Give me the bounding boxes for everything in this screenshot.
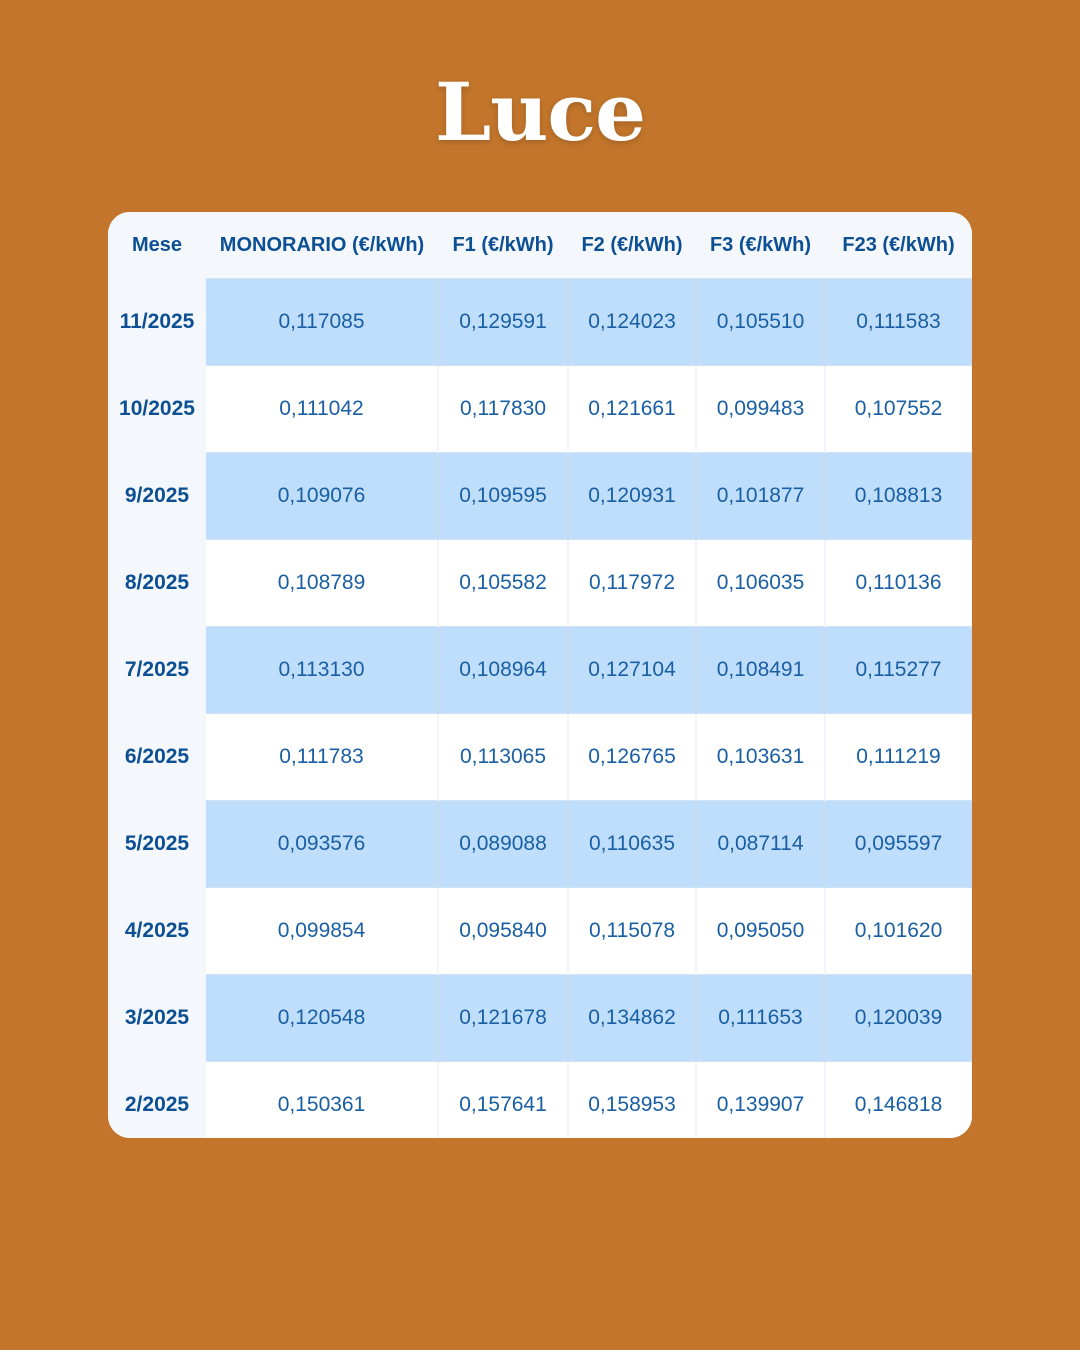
cell-monorario: 0,108789	[206, 540, 438, 627]
table-body	[108, 279, 972, 1139]
table-row	[108, 366, 972, 453]
cell-f23: 0,115277	[825, 627, 972, 714]
cell-f23: 0,101620	[825, 888, 972, 975]
cell-f3: 0,139907	[696, 1062, 825, 1139]
cell-f2: 0,126765	[568, 714, 696, 801]
cell-f23: 0,108813	[825, 453, 972, 540]
cell-f1: 0,105582	[438, 540, 568, 627]
cell-f2: 0,124023	[568, 279, 696, 366]
cell-f23: 0,111219	[825, 714, 972, 801]
cell-f23: 0,107552	[825, 366, 972, 453]
cell-f1: 0,089088	[438, 801, 568, 888]
column-header-f2: F2 (€/kWh)	[568, 212, 696, 279]
cell-f1: 0,095840	[438, 888, 568, 975]
cell-f2: 0,117972	[568, 540, 696, 627]
cell-f3: 0,108491	[696, 627, 825, 714]
cell-mese: 9/2025	[108, 453, 206, 540]
cell-monorario: 0,111042	[206, 366, 438, 453]
cell-f2: 0,120931	[568, 453, 696, 540]
column-header-f1: F1 (€/kWh)	[438, 212, 568, 279]
cell-monorario: 0,093576	[206, 801, 438, 888]
cell-f1: 0,113065	[438, 714, 568, 801]
cell-mese: 7/2025	[108, 627, 206, 714]
cell-f2: 0,134862	[568, 975, 696, 1062]
cell-f2: 0,115078	[568, 888, 696, 975]
cell-f2: 0,127104	[568, 627, 696, 714]
cell-f1: 0,109595	[438, 453, 568, 540]
cell-monorario: 0,120548	[206, 975, 438, 1062]
cell-f2: 0,110635	[568, 801, 696, 888]
cell-mese: 11/2025	[108, 279, 206, 366]
cell-f3: 0,087114	[696, 801, 825, 888]
column-header-monorario: MONORARIO (€/kWh)	[206, 212, 438, 279]
page-title: Luce	[434, 65, 646, 159]
table-row	[108, 627, 972, 714]
cell-f3: 0,095050	[696, 888, 825, 975]
table-row	[108, 279, 972, 366]
price-table	[108, 212, 972, 1138]
table-row	[108, 714, 972, 801]
cell-f23: 0,110136	[825, 540, 972, 627]
cell-monorario: 0,117085	[206, 279, 438, 366]
column-header-f23: F23 (€/kWh)	[825, 212, 972, 279]
cell-f1: 0,117830	[438, 366, 568, 453]
cell-monorario: 0,111783	[206, 714, 438, 801]
cell-mese: 2/2025	[108, 1062, 206, 1139]
cell-f1: 0,129591	[438, 279, 568, 366]
cell-f3: 0,106035	[696, 540, 825, 627]
cell-f3: 0,103631	[696, 714, 825, 801]
table-row	[108, 888, 972, 975]
table-row	[108, 1062, 972, 1139]
cell-f1: 0,121678	[438, 975, 568, 1062]
table-row	[108, 975, 972, 1062]
cell-f23: 0,111583	[825, 279, 972, 366]
cell-mese: 8/2025	[108, 540, 206, 627]
cell-monorario: 0,099854	[206, 888, 438, 975]
cell-mese: 5/2025	[108, 801, 206, 888]
cell-f3: 0,101877	[696, 453, 825, 540]
table-row	[108, 453, 972, 540]
table-row	[108, 540, 972, 627]
cell-monorario: 0,113130	[206, 627, 438, 714]
cell-f23: 0,120039	[825, 975, 972, 1062]
cell-f3: 0,099483	[696, 366, 825, 453]
cell-mese: 4/2025	[108, 888, 206, 975]
cell-f1: 0,157641	[438, 1062, 568, 1139]
column-header-mese: Mese	[108, 212, 206, 279]
table-header-row	[108, 212, 972, 279]
cell-monorario: 0,109076	[206, 453, 438, 540]
cell-f1: 0,108964	[438, 627, 568, 714]
cell-mese: 10/2025	[108, 366, 206, 453]
cell-f23: 0,095597	[825, 801, 972, 888]
price-table-card	[108, 212, 972, 1138]
cell-f2: 0,158953	[568, 1062, 696, 1139]
column-header-f3: F3 (€/kWh)	[696, 212, 825, 279]
cell-mese: 3/2025	[108, 975, 206, 1062]
cell-f3: 0,111653	[696, 975, 825, 1062]
cell-monorario: 0,150361	[206, 1062, 438, 1139]
cell-f2: 0,121661	[568, 366, 696, 453]
cell-mese: 6/2025	[108, 714, 206, 801]
table-row	[108, 801, 972, 888]
cell-f23: 0,146818	[825, 1062, 972, 1139]
cell-f3: 0,105510	[696, 279, 825, 366]
